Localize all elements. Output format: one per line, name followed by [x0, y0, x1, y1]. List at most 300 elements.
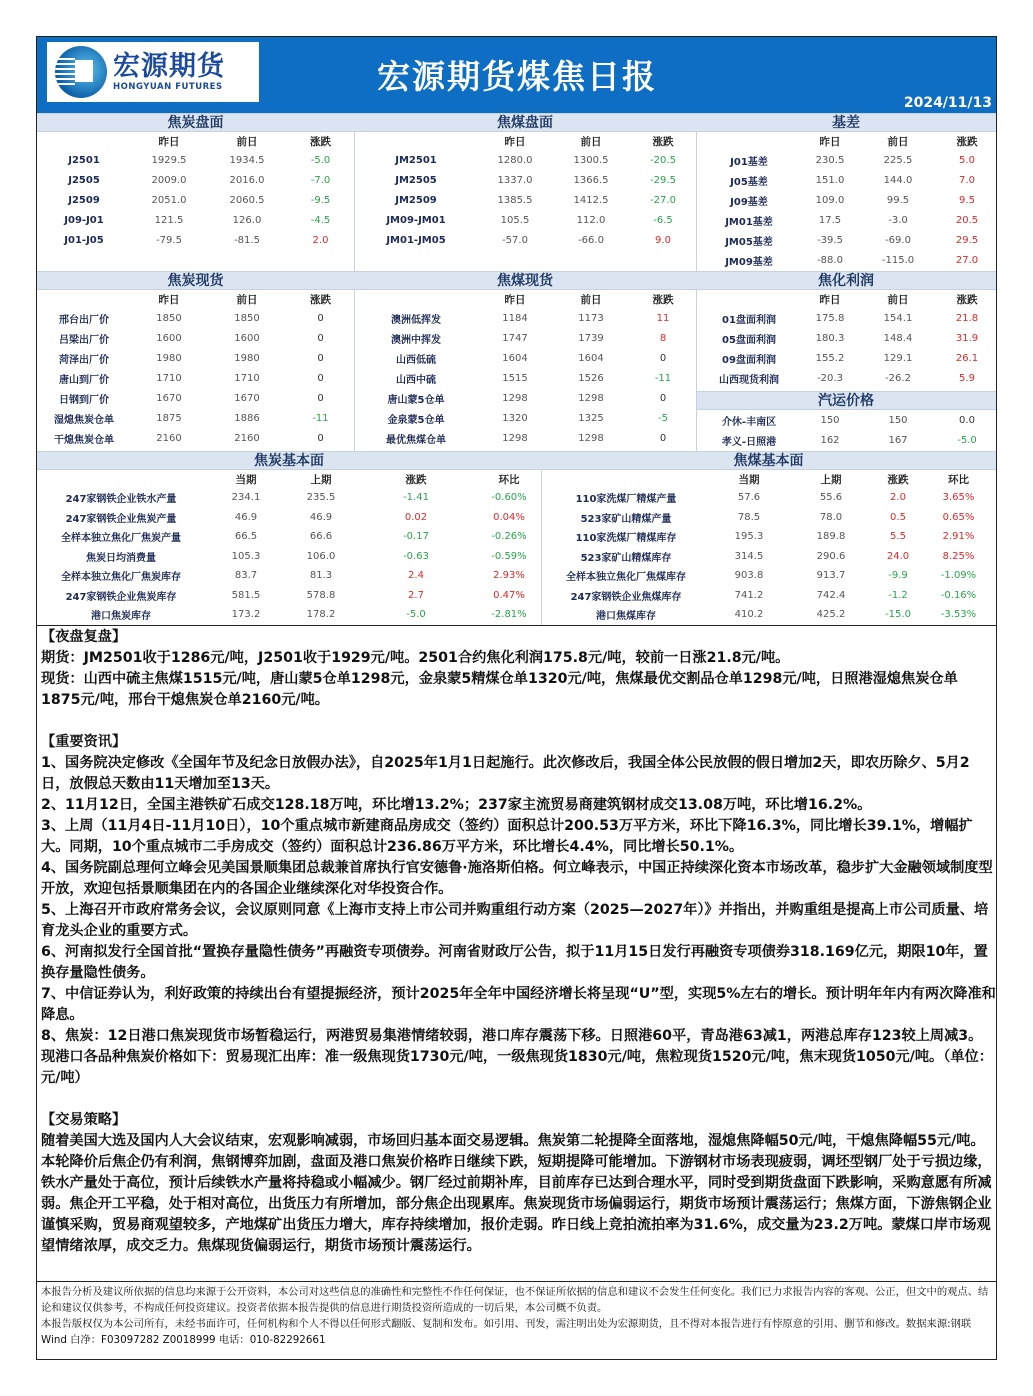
value-cell: 148.4: [883, 332, 913, 344]
value-cell: 1747: [502, 332, 528, 344]
change-value: 0: [317, 372, 324, 384]
change-value: 29.5: [955, 234, 979, 246]
value-cell: 17.5: [818, 214, 842, 226]
value-cell: 1604: [502, 352, 528, 364]
column-header: 前日: [887, 293, 909, 306]
row-label: 菏泽出厂价: [59, 354, 109, 366]
night-review-heading: 【夜盘复盘】: [41, 629, 127, 645]
table-row: [37, 308, 354, 328]
row-label: 全样本独立焦化厂焦炭产量: [61, 533, 181, 545]
divider: [696, 289, 697, 451]
divider: [37, 625, 996, 626]
table-row: [696, 210, 996, 230]
change-value: -29.5: [650, 174, 676, 186]
report-title: 宏源期货煤焦日报: [377, 57, 657, 96]
news-item: 4、国务院副总理何立峰会见美国景顺集团总裁兼首席执行官安德鲁·施洛斯伯格。何立峰表示，中国正持续深化资本市场改革，稳步扩大金融领域制度型开放，欢迎包括景顺集团在内的各国企业继续深化对华投资合作。: [41, 860, 993, 897]
column-header-row: [354, 132, 696, 150]
row-label: JM09-JM01: [386, 214, 446, 226]
row-label: 焦炭日均消费量: [86, 552, 156, 564]
row-label: JM01-JM05: [386, 234, 446, 246]
section-title: 焦煤基本面: [541, 452, 996, 470]
value-cell: 1184: [502, 312, 528, 324]
row-label: 唐山蒙5仓单: [387, 394, 445, 406]
value-cell: -3.0: [888, 214, 908, 226]
change-value: -6.5: [653, 214, 673, 226]
value-cell: 1850: [234, 312, 260, 324]
value-cell: 913.7: [816, 570, 846, 582]
row-label: 日钢到厂价: [59, 394, 109, 406]
table-row: [37, 368, 354, 388]
change-value: 0.5: [890, 511, 906, 523]
table-row: [37, 586, 541, 606]
coke-spot-table: [37, 271, 354, 448]
value-cell: 578.8: [306, 589, 336, 601]
row-label: 247家钢铁企业焦炭库存: [65, 591, 177, 603]
column-header: 涨跌: [310, 293, 331, 306]
change-value: -9.9: [888, 570, 908, 582]
column-header: 前日: [580, 135, 602, 148]
section-title: 焦化利润: [696, 272, 996, 290]
row-label: J01基差: [730, 156, 768, 168]
value-cell: 1670: [156, 392, 182, 404]
news-item: 3、上周（11月4日-11月10日），10个重点城市新建商品房成交（签约）面积总计200.53万平方米，环比下降16.3%，同比增长39.1%，增幅扩大。同期，10个重点城市二手房成交（签约）面积总计236.86万平方米，环比增长4.4%，同比增长50.1%。: [41, 818, 973, 855]
value-cell: 1875: [156, 412, 182, 424]
column-header: 涨跌: [652, 293, 674, 306]
news-item: 1、国务院决定修改《全国年节及纪念日放假办法》，自2025年1月1日起施行。此次修改后，我国全体公民放假的假日增加2天，即农历除夕、5月2日，放假总天数由11天增加至13天。: [41, 755, 970, 792]
table-row: [696, 230, 996, 250]
column-header: 昨日: [819, 293, 841, 306]
table-row: [37, 508, 541, 528]
change-value: 21.8: [955, 312, 979, 324]
value-cell: 106.0: [306, 550, 336, 562]
table-row: [696, 190, 996, 210]
table-row: [37, 488, 541, 508]
news-item: 8、焦炭：12日港口焦炭现货市场暂稳运行，两港贸易集港情绪较弱，港口库存震荡下移。日照港60平，青岛港63减1，两港总库存123较上周减3。现港口各品种焦炭价格如下：贸易现汇出库：准一级焦现货1730元/吨，一级焦现货1830元/吨，焦粒现货1520元/吨，焦末现货1050元/吨。（单位：元/吨）: [41, 1028, 993, 1086]
value-cell: -57.0: [502, 234, 528, 246]
table-row: [354, 170, 696, 190]
value-cell: 2009.0: [151, 174, 187, 186]
disclaimer: [37, 1281, 996, 1350]
change-value: -11: [654, 372, 672, 384]
value-cell: 2016.0: [229, 174, 265, 186]
value-cell: 235.5: [306, 492, 336, 504]
value-cell: 151.0: [815, 174, 845, 186]
section-title: 焦炭盘面: [37, 114, 354, 132]
column-header-row: [37, 470, 541, 488]
night-review-futures: 期货：JM2501收于1286元/吨，J2501收于1929元/吨。2501合约焦化利润175.8元/吨，较前一日涨21.8元/吨。: [41, 650, 790, 666]
value-cell: 162: [820, 434, 840, 446]
value-cell: 742.4: [816, 589, 846, 601]
coke-futures-table: [37, 113, 354, 250]
value-cell: 109.0: [815, 194, 845, 206]
row-label: 523家矿山精煤库存: [580, 552, 672, 564]
column-header-row: [696, 132, 996, 150]
table-row: [354, 368, 696, 388]
section-title: 汽运价格: [696, 392, 996, 410]
value-cell: 57.6: [737, 492, 761, 504]
ratio-value: 2.93%: [493, 570, 525, 582]
change-value: -0.17: [403, 531, 429, 543]
value-cell: -79.5: [156, 234, 182, 246]
table-row: [541, 527, 996, 547]
column-header: 涨跌: [652, 135, 674, 148]
column-header: 上期: [820, 473, 842, 486]
table-row: [354, 230, 696, 250]
row-label: 01盘面利润: [722, 314, 776, 326]
row-label: J05基差: [730, 176, 768, 188]
value-cell: 46.9: [309, 511, 333, 523]
row-label: 吕梁出厂价: [59, 334, 109, 346]
row-label: 湿熄焦炭仓单: [54, 414, 114, 426]
row-label: 山西中硫: [396, 374, 436, 386]
value-cell: 1980: [156, 352, 182, 364]
value-cell: -26.2: [885, 372, 911, 384]
row-label: 孝义-日照港: [721, 436, 777, 448]
table-row: [541, 508, 996, 528]
change-value: -4.5: [310, 214, 331, 226]
logo-emblem-icon: [55, 46, 107, 98]
row-label: JM2501: [395, 154, 437, 166]
ratio-value: -0.16%: [940, 589, 977, 601]
change-value: 9.0: [655, 234, 671, 246]
change-value: -1.41: [403, 492, 429, 504]
value-cell: 112.0: [576, 214, 606, 226]
row-label: J2501: [68, 154, 100, 166]
value-cell: -39.5: [817, 234, 843, 246]
value-cell: 314.5: [734, 550, 764, 562]
value-cell: 1710: [234, 372, 260, 384]
column-header: 环比: [948, 473, 969, 486]
value-cell: 581.5: [231, 589, 261, 601]
table-row: [354, 150, 696, 170]
change-value: -11: [312, 412, 329, 424]
table-row: [354, 328, 696, 348]
change-value: -5.0: [310, 154, 331, 166]
ratio-value: -2.81%: [491, 609, 527, 621]
change-value: 0: [317, 352, 324, 364]
value-cell: 1280.0: [497, 154, 533, 166]
value-cell: 1515: [502, 372, 528, 384]
coke-fundamentals-table: [37, 451, 541, 625]
table-row: [696, 368, 996, 388]
value-cell: 81.3: [309, 570, 333, 582]
row-label: 邢台出厂价: [59, 314, 109, 326]
basis-table: [696, 113, 996, 270]
value-cell: 150: [888, 414, 908, 426]
column-header: 前日: [887, 135, 909, 148]
ratio-value: -0.59%: [491, 550, 527, 562]
row-label: 澳洲中挥发: [391, 334, 441, 346]
change-value: -7.0: [310, 174, 331, 186]
value-cell: 180.3: [815, 332, 845, 344]
column-header: 当期: [235, 473, 257, 486]
row-label: 247家钢铁企业铁水产量: [65, 494, 177, 506]
row-label: 110家洗煤厂精煤产量: [575, 494, 677, 506]
row-label: 港口焦煤库存: [596, 611, 656, 623]
row-label: 523家矿山精煤产量: [580, 513, 672, 525]
row-label: 山西低硫: [396, 354, 436, 366]
row-label: 港口焦炭库存: [91, 611, 151, 623]
value-cell: 189.8: [816, 531, 846, 543]
row-label: J2509: [68, 194, 100, 206]
value-cell: 175.8: [815, 312, 845, 324]
change-value: 0: [659, 432, 667, 444]
divider: [354, 289, 355, 451]
table-row: [354, 210, 696, 230]
value-cell: 66.6: [309, 531, 333, 543]
value-cell: 155.2: [815, 352, 845, 364]
ratio-value: 8.25%: [942, 550, 975, 562]
section-title: 焦炭现货: [37, 272, 354, 290]
change-value: 0.0: [959, 414, 975, 426]
change-value: 0: [317, 332, 324, 344]
value-cell: 178.2: [306, 609, 336, 621]
value-cell: 144.0: [883, 174, 913, 186]
ratio-value: 2.91%: [942, 531, 975, 543]
column-header-row: [354, 290, 696, 308]
row-label: 金泉蒙5仓单: [387, 414, 445, 426]
row-label: 最优焦煤仓单: [386, 434, 446, 446]
table-row: [37, 150, 354, 170]
table-row: [37, 328, 354, 348]
strategy-body: 随着美国大选及国内人大会议结束，宏观影响减弱，市场回归基本面交易逻辑。焦炭第二轮提降全面落地，湿熄焦降幅50元/吨，干熄焦降幅55元/吨。本轮降价后焦企仍有利润，焦钢博弈加剧，盘面及港口焦炭价格昨日继续下跌，短期提降可能增加。下游钢材市场表现疲弱，调坯型钢厂处于亏损边缘，铁水产量处于高位，预计后续铁水产量将持稳或小幅减少。钢厂经过前期补库，目前库存已达到合理水平，同时受到期货盘面下跌影响，采购意愿有所减弱。焦企开工平稳，处于相对高位，出货压力有所增加，部分焦企出现累库。焦炭现货市场偏弱运行，期货市场预计震荡运行；焦煤方面，下游焦钢企业谨慎采购，贸易商观望较多，产地煤矿出货压力增大，库存持续增加，报价走弱。昨日线上竞拍流拍率为31.6%，成交量为23.2万吨。蒙煤口岸市场观望情绪浓厚，成交乏力。焦煤现货偏弱运行，期货市场预计震荡运行。: [41, 1133, 992, 1254]
coal-futures-table: [354, 113, 696, 250]
table-row: [696, 170, 996, 190]
table-row: [696, 150, 996, 170]
logo-name-en: HONGYUAN FUTURES: [113, 82, 223, 92]
change-value: -9.5: [310, 194, 331, 206]
row-label: 唐山到厂价: [59, 374, 109, 386]
disclaimer-text: 本报告分析及建议所依据的信息均来源于公开资料，本公司对这些信息的准确性和完整性不作任何保证，也不保证所依据的信息和建议不会发生任何变化。我们已力求报告内容的客观、公正，但文中的观点、结论和建议仅供参考，不构成任何投资建议。投资者依据本报告提供的信息进行期货投资所造成的一切后果，本公司概不负责。: [41, 1286, 989, 1314]
news-item: 6、河南拟发行全国首批“置换存量隐性债务”再融资专项债券。河南省财政厅公告，拟于11月15日发行再融资专项债券318.169亿元，期限10年，置换存量隐性债务。: [41, 944, 988, 981]
change-value: 5.5: [890, 531, 906, 543]
value-cell: 167: [888, 434, 908, 446]
row-label: J09基差: [730, 196, 768, 208]
value-cell: 1298: [502, 392, 528, 404]
table-row: [354, 428, 696, 448]
table-row: [37, 190, 354, 210]
column-header: 涨跌: [310, 135, 331, 148]
column-header: 前日: [236, 135, 258, 148]
row-label: 247家钢铁企业焦炭产量: [65, 513, 177, 525]
value-cell: 2060.5: [229, 194, 265, 206]
row-label: J01-J05: [64, 234, 104, 246]
row-label: 247家钢铁企业焦煤库存: [570, 591, 682, 603]
table-row: [696, 250, 996, 270]
value-cell: -66.0: [578, 234, 604, 246]
value-cell: 173.2: [231, 609, 261, 621]
change-value: 9.5: [959, 194, 975, 206]
table-row: [541, 488, 996, 508]
value-cell: -20.3: [817, 372, 843, 384]
value-cell: 1298: [502, 432, 528, 444]
value-cell: 1739: [578, 332, 604, 344]
value-cell: 1710: [156, 372, 182, 384]
value-cell: 1980: [234, 352, 260, 364]
change-value: 20.5: [955, 214, 979, 226]
value-cell: 1320: [502, 412, 528, 424]
column-header-row: [37, 132, 354, 150]
report-header: [37, 37, 996, 113]
value-cell: 1366.5: [573, 174, 609, 186]
column-header: 涨跌: [956, 293, 978, 306]
value-cell: 105.5: [500, 214, 530, 226]
strategy-heading: 【交易策略】: [41, 1112, 127, 1128]
column-header-row: [541, 470, 996, 488]
change-value: 0: [317, 312, 324, 324]
change-value: 2.7: [408, 589, 424, 601]
row-label: J09-J01: [64, 214, 104, 226]
table-row: [37, 566, 541, 586]
table-row: [541, 586, 996, 606]
change-value: 26.1: [955, 352, 979, 364]
value-cell: 78.0: [819, 511, 843, 523]
value-cell: 78.5: [737, 511, 761, 523]
section-title: 焦煤盘面: [354, 114, 696, 132]
change-value: 0: [317, 392, 324, 404]
change-value: 2.0: [312, 234, 329, 246]
table-row: [696, 328, 996, 348]
value-cell: 1600: [234, 332, 260, 344]
value-cell: 83.7: [234, 570, 258, 582]
row-label: JM2509: [395, 194, 437, 206]
value-cell: 1385.5: [497, 194, 533, 206]
value-cell: 1604: [578, 352, 604, 364]
table-row: [37, 230, 354, 250]
table-row: [354, 388, 696, 408]
table-row: [696, 430, 996, 450]
company-logo: [47, 42, 259, 102]
copyright-text: 本报告版权仅为本公司所有，未经书面许可，任何机构和个人不得以任何形式翻版、复制和发布。如引用、刊发，需注明出处为宏源期货，且不得对本报告进行有悖原意的引用、删节和修改。数据来源:钢联 Wind 白净：F03097282 Z0018999 电话：010-82292661: [41, 1318, 972, 1346]
row-label: JM2505: [395, 174, 437, 186]
column-header: 环比: [498, 473, 520, 486]
table-row: [354, 190, 696, 210]
value-cell: 99.5: [886, 194, 910, 206]
ratio-value: 0.04%: [493, 511, 525, 523]
table-row: [541, 605, 996, 625]
change-value: 0.02: [404, 511, 428, 523]
column-header: 涨跌: [405, 473, 427, 486]
value-cell: 55.6: [819, 492, 843, 504]
value-cell: 1850: [156, 312, 182, 324]
section-title: 焦煤现货: [354, 272, 696, 290]
table-row: [37, 408, 354, 428]
change-value: -1.2: [888, 589, 908, 601]
value-cell: 1173: [578, 312, 604, 324]
row-label: JM05基差: [725, 236, 773, 248]
column-header: 前日: [580, 293, 602, 306]
value-cell: 1600: [156, 332, 182, 344]
row-label: 110家洗煤厂精煤库存: [575, 533, 677, 545]
value-cell: 1670: [234, 392, 260, 404]
column-header: 涨跌: [956, 135, 978, 148]
value-cell: -88.0: [817, 254, 843, 266]
table-row: [37, 547, 541, 567]
column-header-row: [696, 290, 996, 308]
value-cell: 1325: [578, 412, 604, 424]
change-value: 24.0: [886, 550, 910, 562]
news-heading: 【重要资讯】: [41, 734, 127, 750]
value-cell: 225.5: [883, 154, 913, 166]
commentary: [41, 627, 996, 1257]
table-row: [37, 388, 354, 408]
change-value: 2.0: [890, 492, 906, 504]
table-row: [696, 308, 996, 328]
divider: [541, 469, 542, 625]
ratio-value: -0.26%: [491, 531, 527, 543]
change-value: -27.0: [650, 194, 676, 206]
change-value: 0: [659, 352, 667, 364]
night-review-spot: 现货：山西中硫主焦煤1515元/吨，唐山蒙5仓单1298元，金泉蒙5精煤仓单1320元/吨，焦煤最优交割品仓单1298元/吨，日照港湿熄焦炭仓单1875元/吨，邢台干熄焦炭仓单2160元/吨。: [41, 671, 958, 708]
table-row: [37, 527, 541, 547]
row-label: 山西现货利润: [719, 374, 779, 386]
change-value: 5.0: [959, 154, 975, 166]
row-label: 干熄焦炭仓单: [54, 434, 114, 446]
value-cell: 1300.5: [573, 154, 609, 166]
value-cell: 154.1: [883, 312, 913, 324]
table-row: [37, 428, 354, 448]
change-value: 5.9: [959, 372, 975, 384]
value-cell: 2051.0: [151, 194, 187, 206]
table-row: [37, 210, 354, 230]
table-row: [37, 170, 354, 190]
ratio-value: 3.65%: [942, 492, 975, 504]
column-header: 昨日: [819, 135, 841, 148]
freight-table: [696, 391, 996, 450]
value-cell: 121.5: [154, 214, 184, 226]
ratio-value: -1.09%: [940, 570, 977, 582]
change-value: -5: [658, 412, 668, 424]
value-cell: -69.0: [885, 234, 911, 246]
table-row: [354, 408, 696, 428]
divider: [696, 131, 697, 271]
row-label: 澳洲低挥发: [391, 314, 441, 326]
column-header: 涨跌: [887, 473, 909, 486]
change-value: 8: [659, 332, 667, 344]
column-header: 昨日: [158, 135, 180, 148]
value-cell: -115.0: [881, 254, 915, 266]
value-cell: -81.5: [234, 234, 260, 246]
table-row: [696, 348, 996, 368]
row-label: 全样本独立焦化厂焦煤库存: [566, 572, 686, 584]
change-value: 0: [659, 392, 667, 404]
row-label: 05盘面利润: [722, 334, 776, 346]
value-cell: 105.3: [231, 550, 261, 562]
change-value: 27.0: [955, 254, 979, 266]
table-row: [354, 308, 696, 328]
table-row: [37, 348, 354, 368]
change-value: 11: [656, 312, 670, 324]
value-cell: 410.2: [734, 609, 764, 621]
table-row: [696, 410, 996, 430]
report-date: 2024/11/13: [903, 95, 992, 111]
column-header: 昨日: [504, 135, 526, 148]
column-header-row: [37, 290, 354, 308]
value-cell: 1412.5: [573, 194, 609, 206]
change-value: 2.4: [408, 570, 424, 582]
value-cell: 1929.5: [151, 154, 187, 166]
logo-name-cn: 宏源期货: [113, 51, 225, 82]
value-cell: 230.5: [815, 154, 845, 166]
row-label: JM01基差: [725, 216, 773, 228]
change-value: 31.9: [955, 332, 979, 344]
value-cell: 1337.0: [497, 174, 533, 186]
coal-fundamentals-table: [541, 451, 996, 625]
table-row: [354, 348, 696, 368]
ratio-value: -3.53%: [940, 609, 977, 621]
value-cell: 195.3: [734, 531, 764, 543]
change-value: -5.0: [406, 609, 426, 621]
